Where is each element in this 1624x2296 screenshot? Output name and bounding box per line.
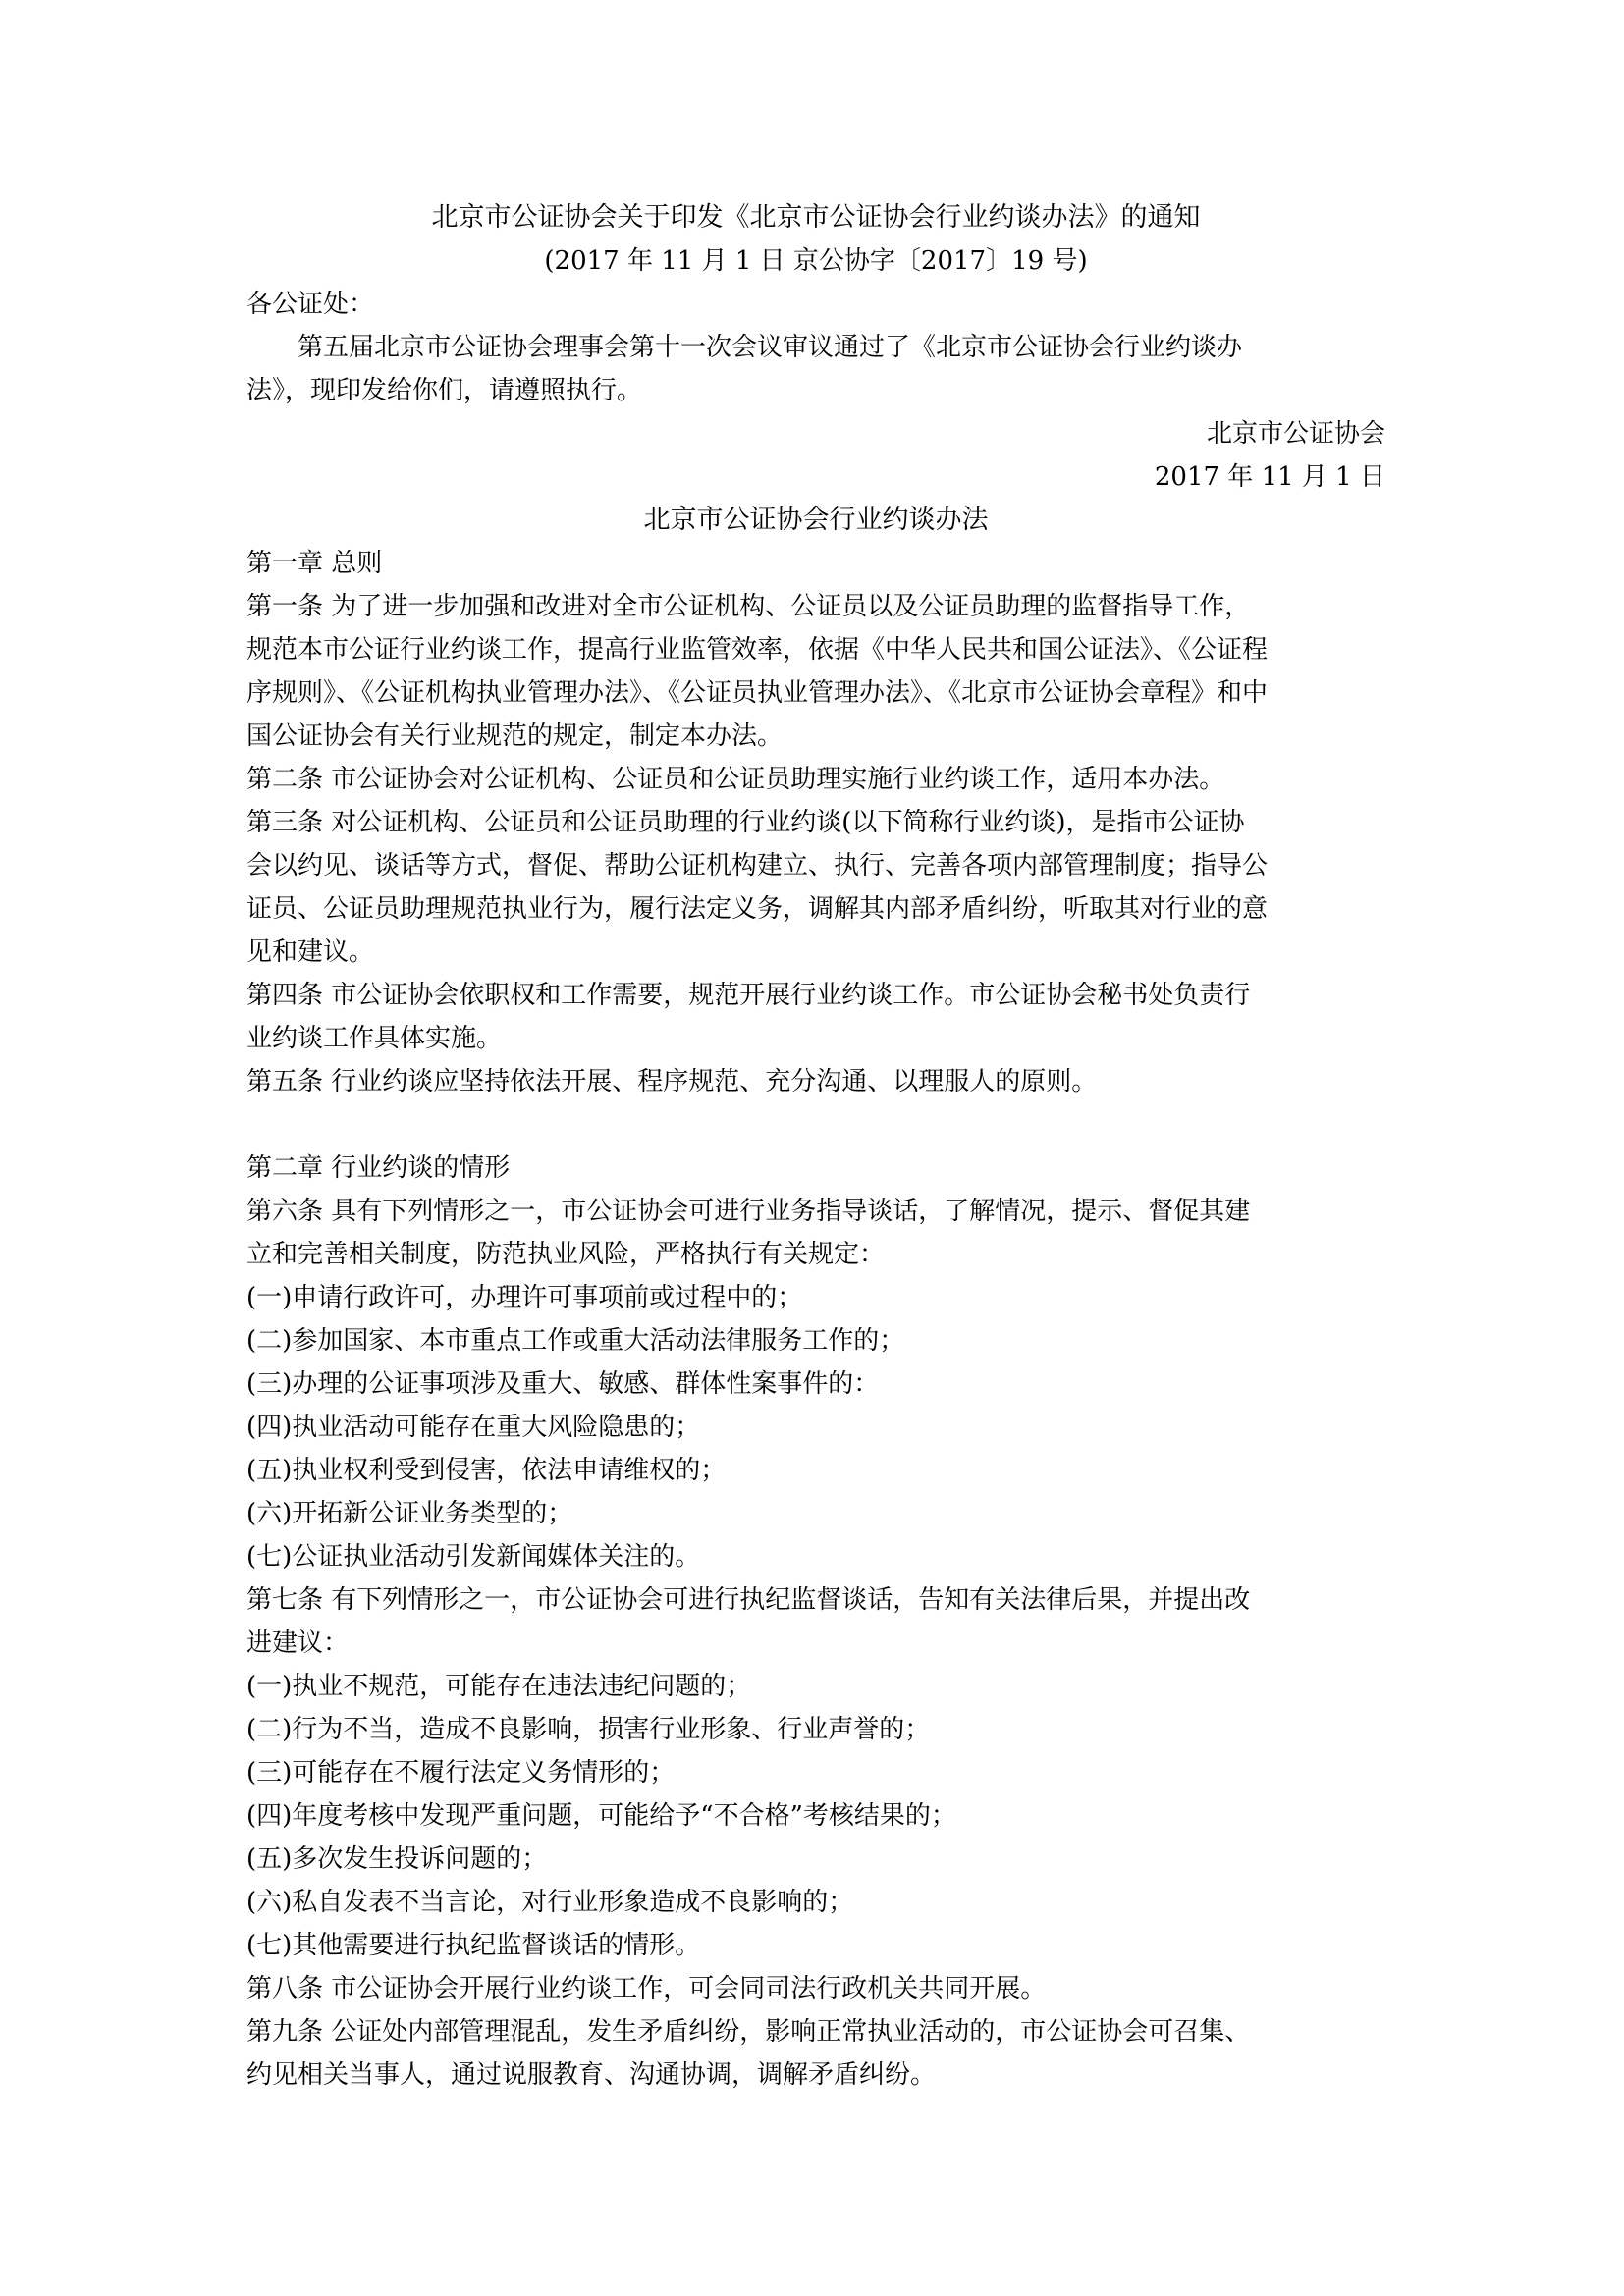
article-7-item: (六)私自发表不当言论，对行业形象造成不良影响的； xyxy=(246,1888,854,1917)
article-9-line: 第九条 公证处内部管理混乱，发生矛盾纠纷，影响正常执业活动的，市公证协会可召集、 xyxy=(246,2017,1251,2047)
article-1-line: 规范本市公证行业约谈工作，提高行业监管效率，依据《中华人民共和国公证法》、《公证程 xyxy=(246,635,1269,665)
article-9-line: 约见相关当事人，通过说服教育、沟通协调，调解矛盾纠纷。 xyxy=(246,2060,937,2090)
article-7-line: 第七条 有下列情形之一，市公证协会可进行执纪监督谈话，告知有关法律后果，并提出改 xyxy=(246,1585,1251,1615)
article-7-line: 进建议： xyxy=(246,1629,350,1658)
chapter-heading: 第一章 总则 xyxy=(246,549,383,578)
article-6-item: (二)参加国家、本市重点工作或重大活动法律服务工作的； xyxy=(246,1326,905,1356)
article-7-item: (一)执业不规范，可能存在违法违纪问题的； xyxy=(246,1672,752,1701)
notice-signature: 北京市公证协会 xyxy=(1206,419,1385,449)
article-6-line: 第六条 具有下列情形之一，市公证协会可进行业务指导谈话，了解情况，提示、督促其建 xyxy=(246,1197,1251,1226)
article-2: 第二条 市公证协会对公证机构、公证员和公证员助理实施行业约谈工作，适用本办法。 xyxy=(246,765,1225,794)
article-3-line: 证员、公证员助理规范执业行为，履行法定义务，调解其内部矛盾纠纷，听取其对行业的意 xyxy=(246,894,1269,924)
notice-body-line: 第五届北京市公证协会理事会第十一次会议审议通过了《北京市公证协会行业约谈办 xyxy=(298,333,1243,362)
document-page xyxy=(246,196,1385,2097)
article-4-line: 第四条 市公证协会依职权和工作需要，规范开展行业约谈工作。市公证协会秘书处负责行 xyxy=(246,981,1251,1010)
article-7-item: (三)可能存在不履行法定义务情形的； xyxy=(246,1758,676,1788)
article-7-item: (四)年度考核中发现严重问题，可能给予“不合格”考核结果的； xyxy=(246,1801,956,1831)
notice-body-line: 法》，现印发给你们，请遵照执行。 xyxy=(246,376,643,405)
article-6-item: (五)执业权利受到侵害，依法申请维权的； xyxy=(246,1456,727,1485)
article-4-line: 业约谈工作具体实施。 xyxy=(246,1024,503,1053)
notice-title: 北京市公证协会关于印发《北京市公证协会行业约谈办法》的通知 xyxy=(431,202,1201,233)
notice-subtitle: (2017 年 11 月 1 日 京公协字〔2017〕19 号) xyxy=(544,246,1088,276)
article-3-line: 见和建议。 xyxy=(246,937,375,967)
article-6-item: (六)开拓新公证业务类型的； xyxy=(246,1499,573,1528)
article-8: 第八条 市公证协会开展行业约谈工作，可会同司法行政机关共同开展。 xyxy=(246,1974,1047,2003)
blank-line xyxy=(246,1103,1385,1147)
article-6-item: (四)执业活动可能存在重大风险隐患的； xyxy=(246,1413,701,1442)
measures-title: 北京市公证协会行业约谈办法 xyxy=(643,505,989,535)
article-3-line: 会以约见、谈话等方式，督促、帮助公证机构建立、执行、完善各项内部管理制度；指导公 xyxy=(246,851,1269,881)
article-7-item: (五)多次发生投诉问题的； xyxy=(246,1844,548,1874)
article-6-item: (三)办理的公证事项涉及重大、敏感、群体性案事件的： xyxy=(246,1369,880,1399)
article-1-line: 第一条 为了进一步加强和改进对全市公证机构、公证员以及公证员助理的监督指导工作， xyxy=(246,592,1251,621)
article-7-item: (七)其他需要进行执纪监督谈话的情形。 xyxy=(246,1931,701,1960)
notice-date: 2017 年 11 月 1 日 xyxy=(1154,462,1385,492)
article-6-item: (一)申请行政许可，办理许可事项前或过程中的； xyxy=(246,1283,803,1312)
article-6-line: 立和完善相关制度，防范执业风险，严格执行有关规定： xyxy=(246,1240,886,1269)
notice-salutation: 各公证处： xyxy=(246,290,375,319)
article-5: 第五条 行业约谈应坚持依法开展、程序规范、充分沟通、以理服人的原则。 xyxy=(246,1067,1098,1096)
article-7-item: (二)行为不当，造成不良影响，损害行业形象、行业声誉的； xyxy=(246,1715,931,1744)
article-6-item: (七)公证执业活动引发新闻媒体关注的。 xyxy=(246,1542,701,1572)
article-3-line: 第三条 对公证机构、公证员和公证员助理的行业约谈(以下简称行业约谈)，是指市公证协 xyxy=(246,808,1245,837)
chapter-heading: 第二章 行业约谈的情形 xyxy=(246,1153,511,1183)
article-1-line: 国公证协会有关行业规范的规定，制定本办法。 xyxy=(246,721,784,751)
article-1-line: 序规则》、《公证机构执业管理办法》、《公证员执业管理办法》、《北京市公证协会章程》和中 xyxy=(246,678,1269,708)
